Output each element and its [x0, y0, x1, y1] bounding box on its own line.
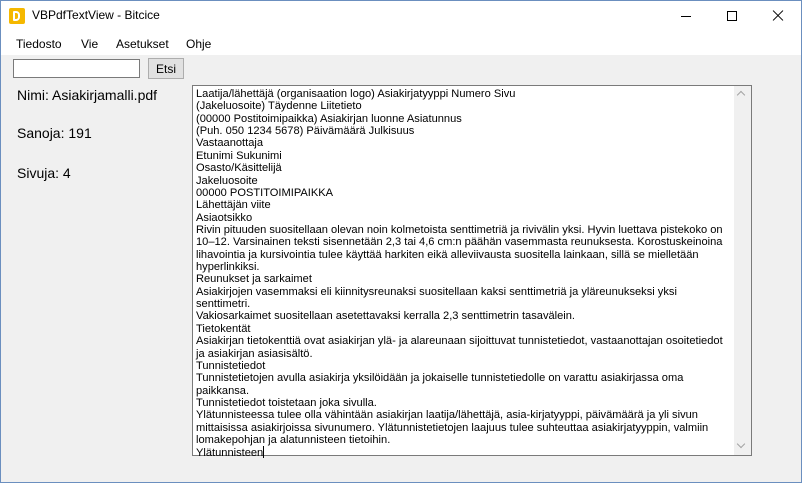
- vertical-scrollbar[interactable]: [734, 86, 751, 455]
- app-b-icon: [9, 8, 25, 24]
- window-title: VBPdfTextView - Bitcice: [32, 8, 160, 22]
- text-caret: [263, 446, 264, 458]
- document-text-area[interactable]: [192, 85, 752, 460]
- minimize-button[interactable]: [663, 1, 709, 31]
- word-count-label: Sanoja: 191: [17, 125, 92, 141]
- search-input[interactable]: [13, 59, 140, 78]
- menu-vie[interactable]: Vie: [81, 37, 99, 51]
- menu-ohje[interactable]: Ohje: [186, 37, 212, 51]
- menu-bar: [1, 31, 801, 55]
- menu-asetukset[interactable]: Asetukset: [116, 37, 169, 51]
- maximize-button[interactable]: [709, 1, 755, 31]
- scroll-down-arrow-icon[interactable]: [734, 438, 751, 455]
- document-text: Laatija/lähettäjä (organisaation logo) Asiakirjatyyppi Numero Sivu (Jakeluosoite) Täydenne Liitetieto (00000 Postitoimipaikka) Asiakirjan luonne Asiatunnus (Puh. 050 1234 5678) Päivämäärä Julkisuus Vastaanottaja Etunimi Sukunimi Osasto/Käsittelijä Jakeluosoite 00000 POSTITOIMIPAIKKA Lähettäjän viite Asiaotsikko Rivin pituuden suositellaan olevan noin kolmetoista senttimetriä ja rivivälin yksi. Hyvin luettava pistekoko on 10–12. Varsinainen teksti sisennetään 2,3 tai 4,6 cm:n päähän vasemmasta reunuksesta. Korostuskeinoina lihavointia ja kursivointia tulee käyttää harkiten eikä alleviivausta suositella lainkaan, sillä se mielletään hyperlinkiksi. Reunukset ja sarkaimet Asiakirjojen vasemmaksi eli kiinnitysreunaksi suositellaan kaksi senttimetriä ja yläreunukseksi yksi senttimetri. Vakiosarkaimet suositellaan asetettavaksi kerralla 2,3 senttimetrin tasavälein. Tietokentät Asiakirjan tietokenttiä ovat asiakirjan ylä- ja alareunaan sijoittuvat tunnistetiedot, vastaanottajan osoitetiedot ja asiakirjan asiasisältö. Tunnistetiedot Tunnistetietojen avulla asiakirja yksilöidään ja jokaiselle tunnistetiedolle on varattu asiakirjassa oma paikkansa. Tunnistetiedot toistetaan joka sivulla. Ylätunnisteessa tulee olla vähintään asiakirjan laatija/lähettäjä, asia-kirjatyyppi, päivämäärä ja yli sivun mittaisissa asiakirjoissa sivunumero. Ylätunnistetietojen laajuus tulee suhteuttaa asiakirjatyyppin, valmiin lomakepohjan ja alatunnisteen tietoihin. Ylätunnisteen: [196, 88, 723, 460]
- file-name-label: Nimi: Asiakirjamalli.pdf: [17, 87, 158, 103]
- document-text-content[interactable]: [196, 88, 734, 460]
- scroll-up-arrow-icon[interactable]: [734, 86, 751, 103]
- title-bar[interactable]: [1, 1, 801, 31]
- menu-tiedosto[interactable]: Tiedosto: [16, 37, 62, 51]
- page-count-label: Sivuja: 4: [17, 165, 71, 181]
- close-button[interactable]: [755, 1, 801, 31]
- search-button[interactable]: Etsi: [148, 58, 184, 79]
